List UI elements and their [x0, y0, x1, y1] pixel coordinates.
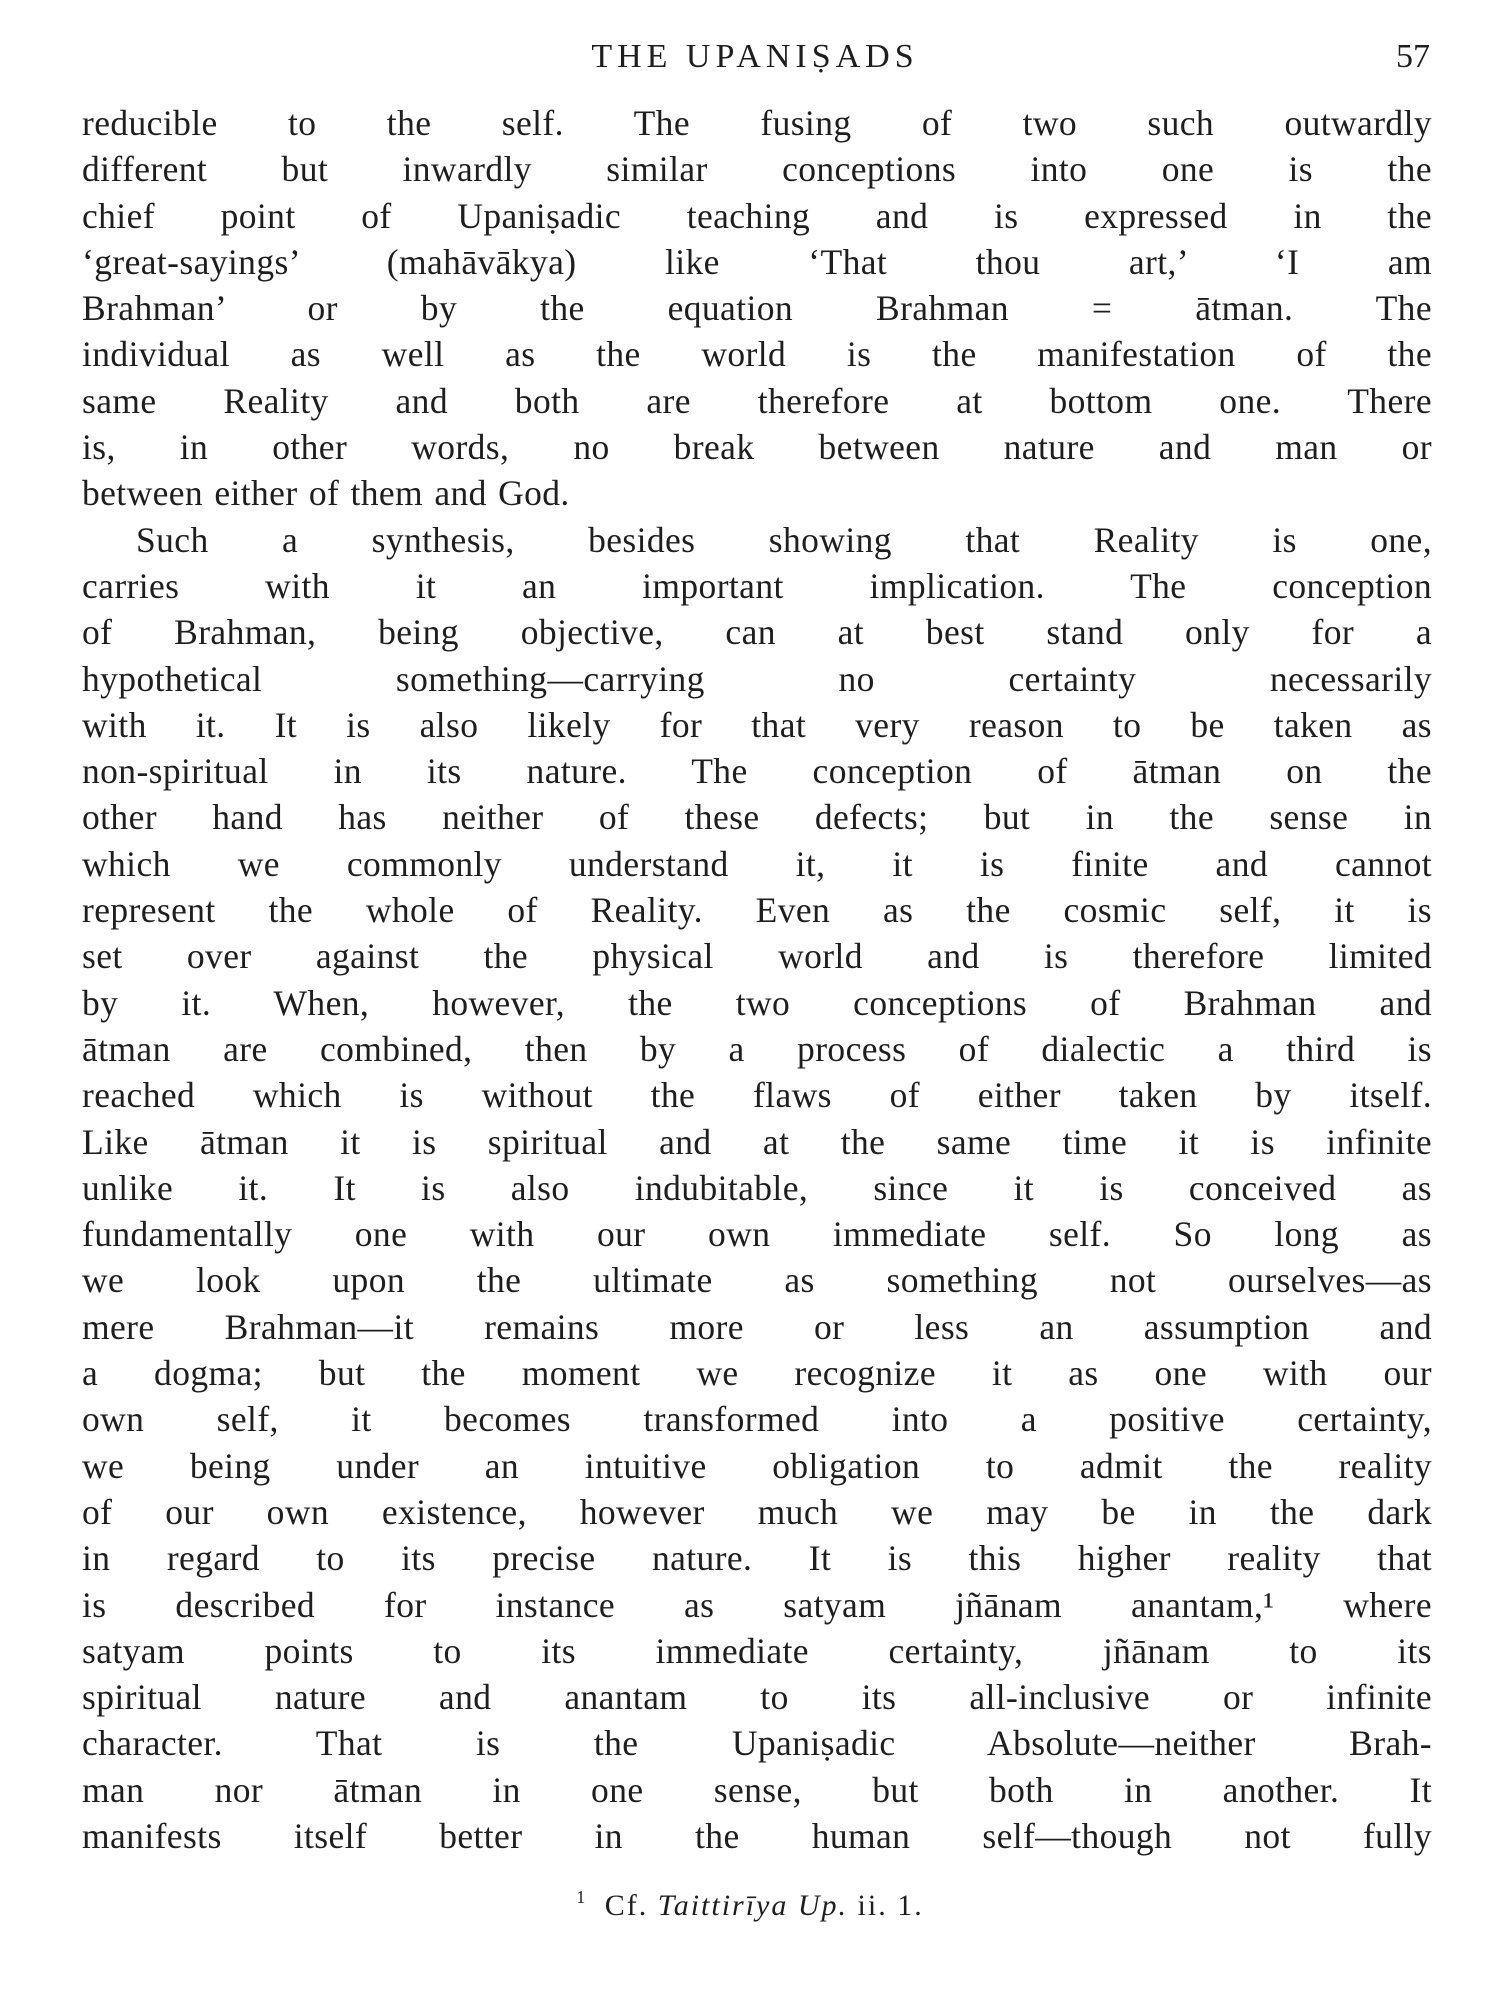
- page-number: 57: [1396, 38, 1430, 75]
- footnote-marker: 1: [576, 1887, 588, 1907]
- text-line: same Reality and both are therefore at bottom one. There: [82, 380, 1432, 421]
- footnote-work-title: Taittirīya Up.: [657, 1889, 849, 1922]
- text-line: represent the whole of Reality. Even as the cosmic self, it is: [82, 890, 1432, 931]
- text-line: satyam points to its immediate certainty, jñānam to its: [82, 1630, 1432, 1671]
- text-line: unlike it. It is also indubitable, since it is conceived as: [82, 1167, 1432, 1208]
- text-line: fundamentally one with our own immediate self. So long as: [82, 1214, 1432, 1255]
- running-head: [80, 38, 1430, 88]
- text-line: set over against the physical world and is therefore limited: [82, 936, 1432, 977]
- text-line: own self, it becomes transformed into a positive certainty,: [82, 1399, 1432, 1440]
- text-line: we look upon the ultimate as something not ourselves—as: [82, 1260, 1432, 1301]
- text-line: character. That is the Upaniṣadic Absolute—neither Brah-: [82, 1723, 1432, 1764]
- text-line: in regard to its precise nature. It is this higher reality that: [82, 1538, 1432, 1579]
- text-line: other hand has neither of these defects; but in the sense in: [82, 797, 1432, 838]
- text-line: reducible to the self. The fusing of two such outwardly: [82, 103, 1432, 143]
- text-line: Brahman’ or by the equation Brahman = ātman. The: [82, 288, 1432, 329]
- text-line: by it. When, however, the two conceptions of Brahman and: [82, 982, 1432, 1023]
- text-line: man nor ātman in one sense, but both in another. It: [82, 1769, 1432, 1810]
- text-line: non-spiritual in its nature. The conception of ātman on the: [82, 751, 1432, 792]
- text-line: of Brahman, being objective, can at best stand only for a: [82, 612, 1432, 653]
- text-line: Like ātman it is spiritual and at the same time it is infinite: [82, 1121, 1432, 1162]
- text-line: with it. It is also likely for that very reason to be taken as: [82, 704, 1432, 745]
- footnote: [0, 1887, 1500, 1923]
- text-line: mere Brahman—it remains more or less an assumption and: [82, 1306, 1432, 1347]
- text-line: individual as well as the world is the manifestation of the: [82, 334, 1432, 375]
- paragraph-1: [82, 100, 1432, 517]
- text-line: between either of them and God.: [82, 473, 570, 514]
- text-line: different but inwardly similar conceptions into one is the: [82, 149, 1432, 190]
- footnote-reference: ii. 1.: [857, 1889, 924, 1922]
- text-line: spiritual nature and anantam to its all-inclusive or infinite: [82, 1677, 1432, 1718]
- text-line: of our own existence, however much we may be in the dark: [82, 1491, 1432, 1532]
- text-line: we being under an intuitive obligation to admit the reality: [82, 1445, 1432, 1486]
- text-line: Such a synthesis, besides showing that Reality is one,: [136, 519, 1432, 560]
- text-line: is described for instance as satyam jñānam anantam,¹ where: [82, 1584, 1432, 1625]
- text-line: ‘great-sayings’ (mahāvākya) like ‘That thou art,’ ‘I am: [82, 241, 1432, 282]
- paragraph-2: [82, 517, 1432, 1860]
- text-line: reached which is without the flaws of either taken by itself.: [82, 1075, 1432, 1116]
- text-line: hypothetical something—carrying no certainty necessarily: [82, 658, 1432, 699]
- text-line: which we commonly understand it, it is finite and cannot: [82, 843, 1432, 884]
- body-text: [82, 100, 1432, 1859]
- text-line: a dogma; but the moment we recognize it as one with our: [82, 1353, 1432, 1394]
- text-line: manifests itself better in the human self—though not fully: [82, 1815, 1432, 1856]
- footnote-prefix: Cf.: [604, 1889, 649, 1922]
- text-line: carries with it an important implication. The conception: [82, 565, 1432, 606]
- text-line: chief point of Upaniṣadic teaching and is expressed in the: [82, 195, 1432, 236]
- text-line: is, in other words, no break between nature and man or: [82, 427, 1432, 468]
- text-line: ātman are combined, then by a process of dialectic a third is: [82, 1028, 1432, 1069]
- running-title: THE UPANIṢADS: [591, 38, 919, 75]
